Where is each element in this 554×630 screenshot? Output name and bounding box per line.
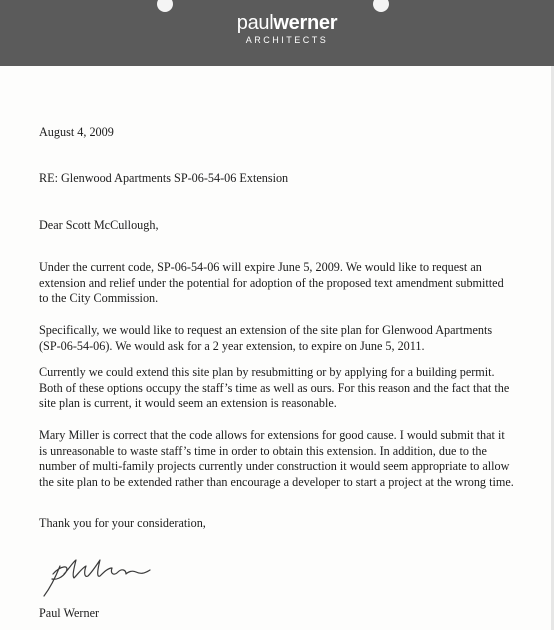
paragraph-line: Specifically, we would like to request an extension of the site plan for Glenwood Apartments	[39, 323, 493, 337]
handwritten-signature	[40, 552, 190, 602]
paragraph-line: Mary Miller is correct that the code allows for extensions for good cause. I would submit that it	[39, 428, 505, 442]
body-paragraph-2	[39, 323, 549, 354]
signer-name: Paul Werner	[39, 606, 100, 620]
punch-hole-left	[157, 0, 173, 12]
paragraph-line: Under the current code, SP-06-54-06 will expire June 5, 2009. We would like to request an	[39, 260, 482, 274]
letter-salutation: Dear Scott McCullough,	[39, 218, 159, 232]
letter-closing: Thank you for your consideration,	[39, 516, 206, 530]
company-logo	[232, 12, 342, 46]
paragraph-line: extension and relief under the potential for adoption of the proposed text amendment submitted	[39, 275, 504, 290]
paragraph-line: Both of these options occupy the staff’s time as well as ours. For this reason and the fact that the	[39, 380, 510, 395]
body-paragraph-4	[39, 428, 549, 490]
letterhead-banner	[0, 0, 554, 66]
body-paragraph-1	[39, 260, 549, 307]
paragraph-line: site plan is current, it would seem an extension is reasonable.	[39, 396, 337, 410]
logo-last-name: werner	[273, 12, 338, 34]
body-paragraph-3	[39, 365, 549, 412]
paragraph-line: Currently we could extend this site plan by resubmitting or by applying for a building permit.	[39, 365, 495, 379]
logo-wordmark	[232, 12, 342, 34]
letter-subject: RE: Glenwood Apartments SP-06-54-06 Extension	[39, 171, 289, 185]
paragraph-line: to the City Commission.	[39, 291, 159, 305]
letter-date: August 4, 2009	[39, 125, 114, 139]
paragraph-line: the site plan to be extended rather than encourage a developer to start a project at the wrong time.	[39, 474, 514, 489]
logo-first-name: paul	[236, 12, 274, 34]
logo-subtitle: ARCHITECTS	[245, 35, 329, 45]
paragraph-line: (SP-06-54-06). We would ask for a 2 year extension, to expire on June 5, 2011.	[39, 338, 425, 353]
punch-hole-right	[373, 0, 389, 12]
paragraph-line: number of multi-family projects currently under construction it would seem appropriate to allow	[39, 459, 510, 473]
paragraph-line: is unreasonable to waste staff’s time in order to obtain this extension. In addition, due to the	[39, 443, 487, 458]
